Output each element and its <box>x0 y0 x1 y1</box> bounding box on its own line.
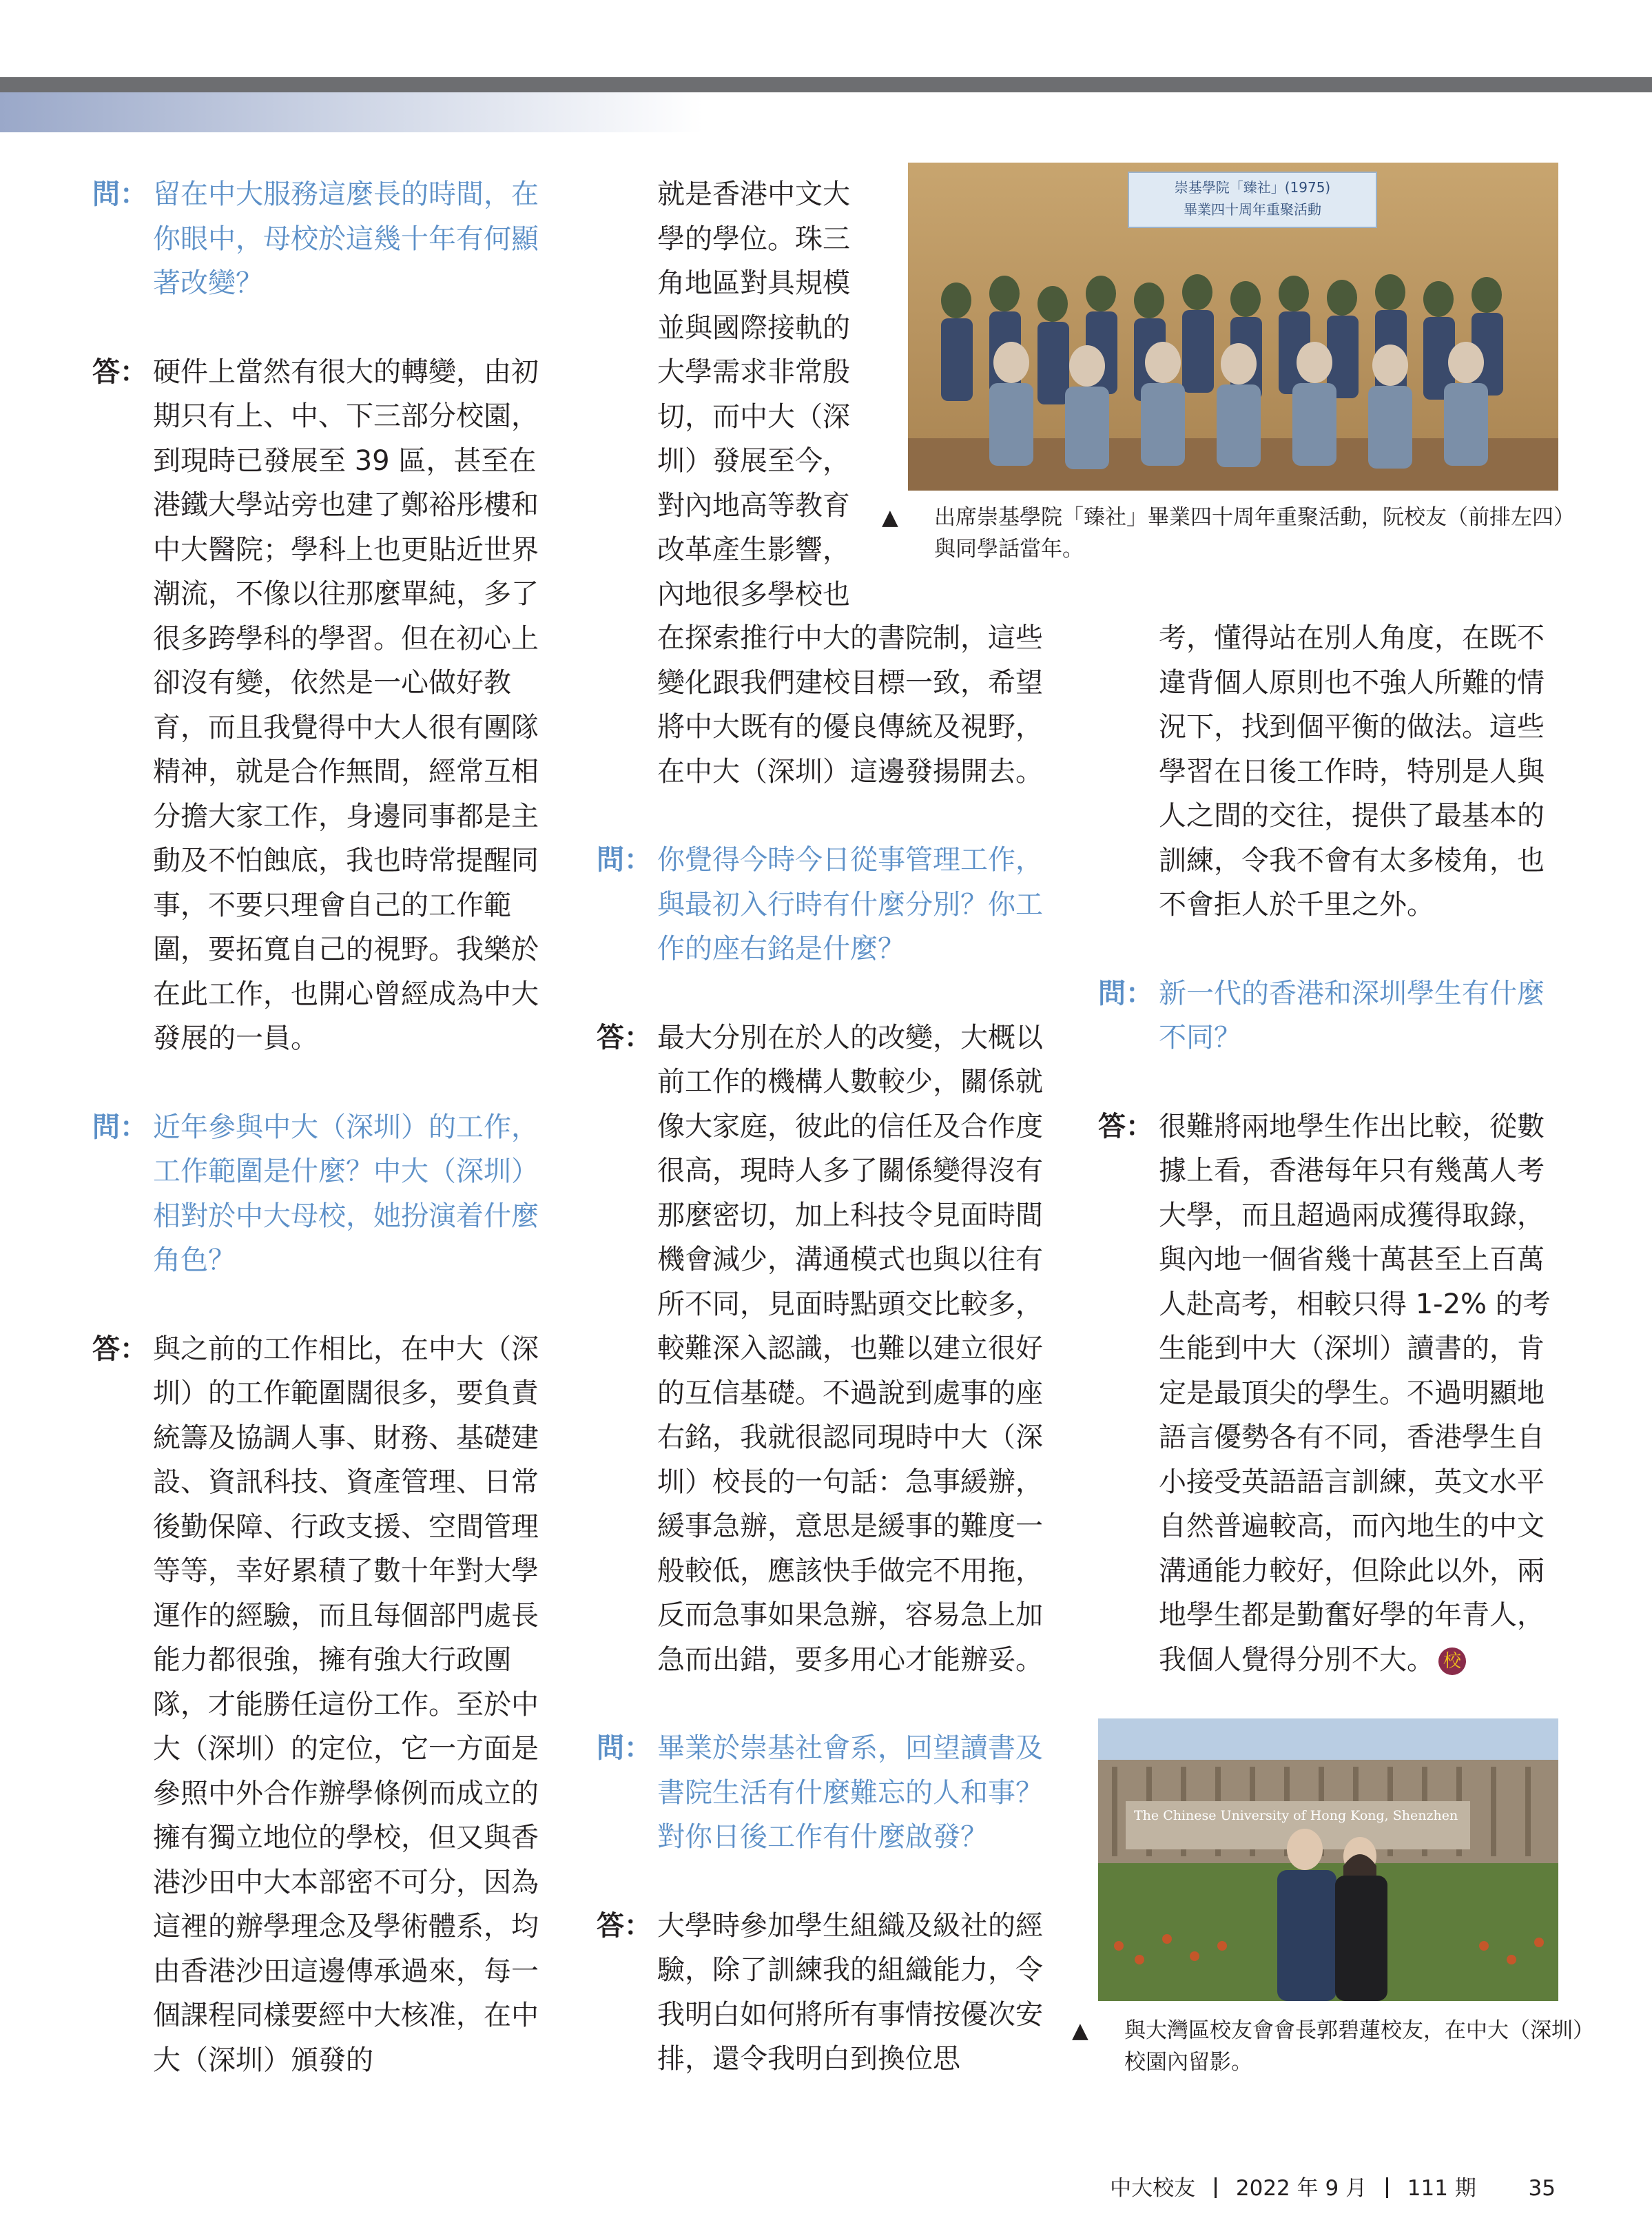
question-text: 畢業於崇基社會系，回望讀書及書院生活有什麼難忘的人和事？對你日後工作有什麼啟發？ <box>657 1732 1043 1853</box>
top-grey-band <box>0 77 1652 92</box>
footer-divider <box>1386 2177 1388 2198</box>
question-2 <box>92 1105 558 1283</box>
question-3 <box>597 838 1060 972</box>
question-1 <box>92 172 558 306</box>
continued-text <box>657 172 864 617</box>
question-mark-label: 問： <box>92 178 147 210</box>
question-mark-label: 問： <box>597 844 652 876</box>
answer-text <box>1159 1105 1561 1683</box>
campus-photo-caption <box>1072 2015 1584 2078</box>
question-text: 近年參與中大（深圳）的工作，工作範圍是什麼？中大（深圳）相對於中大母校，她扮演着什麼角色？ <box>153 1111 539 1276</box>
answer-mark-label: 答： <box>1098 1110 1153 1142</box>
question-4 <box>597 1726 1060 1860</box>
reunion-group-photo <box>908 163 1558 491</box>
end-mark-icon: 校 <box>1438 1647 1466 1675</box>
top-gradient-band <box>0 92 703 132</box>
campus-sign-text: The Chinese University of Hong Kong, Shenzhen <box>1134 1808 1458 1823</box>
reunion-banner-subtitle: 畢業四十周年重聚活動 <box>1184 201 1321 218</box>
answer-1 <box>92 350 558 1061</box>
answer-text: 大學時參加學生組織及級社的經驗，除了訓練我的組織能力，令我明白如何將所有事情按優次安排，還令我明白到換位思 <box>657 1909 1043 2075</box>
caption-text: 出席崇基學院「臻社」畢業四十周年重聚活動，阮校友（前排左四）與同學話當年。 <box>934 505 1575 562</box>
question-mark-label: 問： <box>597 1732 652 1764</box>
footer-issue: 111 期 <box>1407 2176 1476 2201</box>
campus-photo <box>1098 1718 1558 2001</box>
answer-mark-label: 答： <box>92 1333 147 1365</box>
question-mark-label: 問： <box>92 1111 147 1143</box>
continued-text-wide <box>597 616 1060 794</box>
continued-paragraph: 就是香港中文大學的學位。珠三角地區對具規模並與國際接軌的大學需求非常殷切，而中大（深圳）發展至今，對內地高等教育改革產生影響，內地很多學校也 <box>657 178 850 610</box>
answer-5 <box>1098 1105 1561 1683</box>
campus-photo-illustration <box>1098 1718 1558 2001</box>
column-left <box>92 172 558 2126</box>
question-text: 留在中大服務這麼長的時間，在你眼中，母校於這幾十年有何顯著改變？ <box>153 178 539 299</box>
continued-paragraph: 在探索推行中大的書院制，這些變化跟我們建校目標一致，希望將中大既有的優良傳統及視野，在中大（深圳）這邊發揚開去。 <box>657 622 1043 788</box>
question-text: 新一代的香港和深圳學生有什麼不同？ <box>1159 977 1545 1054</box>
question-5 <box>1098 972 1561 1060</box>
answer-body: 很難將兩地學生作出比較，從數據上看，香港每年只有幾萬人考大學，而且超過兩成獲得取錄，與內地一個省幾十萬甚至上百萬人赴高考，相較只得 1-2% 的考生能到中大（深圳）讀書的，肯定是最頂尖的學生。不過明顯地語言優勢各有不同，香港學生自小接受英語語言訓練，英文水平自然普遍較高，而內地生的中文溝通能力較好，但除此以外，兩地學生都是勤奮好學的年青人，我個人覺得分別不大。 <box>1159 1110 1551 1676</box>
question-mark-label: 問： <box>1098 977 1153 1009</box>
column-middle-narrow <box>657 172 864 617</box>
footer-date: 2022 年 9 月 <box>1235 2176 1367 2201</box>
answer-text: 硬件上當然有很大的轉變，由初期只有上、中、下三部分校園，到現時已發展至 39 區，甚至在港鐵大學站旁也建了鄭裕彤樓和中大醫院；學科上也更貼近世界潮流，不像以往那麼單純，多了很多跨學科的學習。但在初心上卻沒有變，依然是一心做好教育，而且我覺得中大人很有團隊精神，就是合作無間，經常互相分擔大家工作，身邊同事都是主動及不怕蝕底，我也時常提醒同事，不要只理會自己的工作範圍，要拓寬自己的視野。我樂於在此工作，也開心曾經成為中大發展的一員。 <box>153 356 539 1054</box>
caption-triangle-icon: ▲ <box>1072 2018 1088 2043</box>
answer-text: 最大分別在於人的改變，大概以前工作的機構人數較少，關係就像大家庭，彼此的信任及合作度很高，現時人多了關係變得沒有那麼密切，加上科技令見面時間機會減少，溝通模式也與以往有所不同，見面時點頭交比較多，較難深入認識，也難以建立很好的互信基礎。不過說到處事的座右銘，我就很認同現時中大（深圳）校長的一句話：急事緩辦，緩事急辦，意思是緩事的難度一般較低，應該快手做完不用拖，反而急事如果急辦，容易急上加急而出錯，要多用心才能辦妥。 <box>657 1021 1043 1676</box>
reunion-photo-caption <box>882 502 1584 565</box>
column-right <box>1098 616 1561 1726</box>
column-middle <box>597 616 1060 2126</box>
page-footer <box>1110 2170 1556 2201</box>
answer-4 <box>597 1904 1060 2082</box>
footer-page-number: 35 <box>1528 2176 1556 2201</box>
reunion-banner-title: 崇基學院「臻社」(1975) <box>1174 179 1331 196</box>
continued-paragraph: 考，懂得站在別人角度，在既不違背個人原則也不強人所難的情況下，找到個平衡的做法。這些學習在日後工作時，特別是人與人之間的交往，提供了最基本的訓練，令我不會有太多棱角，也不會拒人於千里之外。 <box>1159 622 1545 921</box>
answer-text: 與之前的工作相比，在中大（深圳）的工作範圍闊很多，要負責統籌及協調人事、財務、基礎建設、資訊科技、資產管理、日常後勤保障、行政支援、空間管理等等，幸好累積了數十年對大學運作的經驗，而且每個部門處長能力都很強，擁有強大行政團隊，才能勝任這份工作。至於中大（深圳）的定位，它一方面是參照中外合作辦學條例而成立的擁有獨立地位的學校，但又與香港沙田中大本部密不可分，因為這裡的辦學理念及學術體系，均由香港沙田這邊傳承過來，每一個課程同樣要經中大核准，在中大（深圳）頒發的 <box>153 1333 539 2076</box>
answer-mark-label: 答： <box>597 1021 652 1054</box>
answer-2 <box>92 1327 558 2083</box>
answer-mark-label: 答： <box>597 1909 652 1942</box>
answer-3 <box>597 1016 1060 1683</box>
question-text: 你覺得今時今日從事管理工作，與最初入行時有什麼分別？你工作的座右銘是什麼？ <box>657 844 1043 965</box>
answer-mark-label: 答： <box>92 356 147 388</box>
footer-magazine-name: 中大校友 <box>1110 2176 1196 2201</box>
continued-text-right <box>1098 616 1561 927</box>
footer-divider <box>1215 2177 1217 2198</box>
caption-triangle-icon: ▲ <box>882 505 898 530</box>
caption-text: 與大灣區校友會會長郭碧蓮校友，在中大（深圳）校園內留影。 <box>1124 2018 1584 2075</box>
